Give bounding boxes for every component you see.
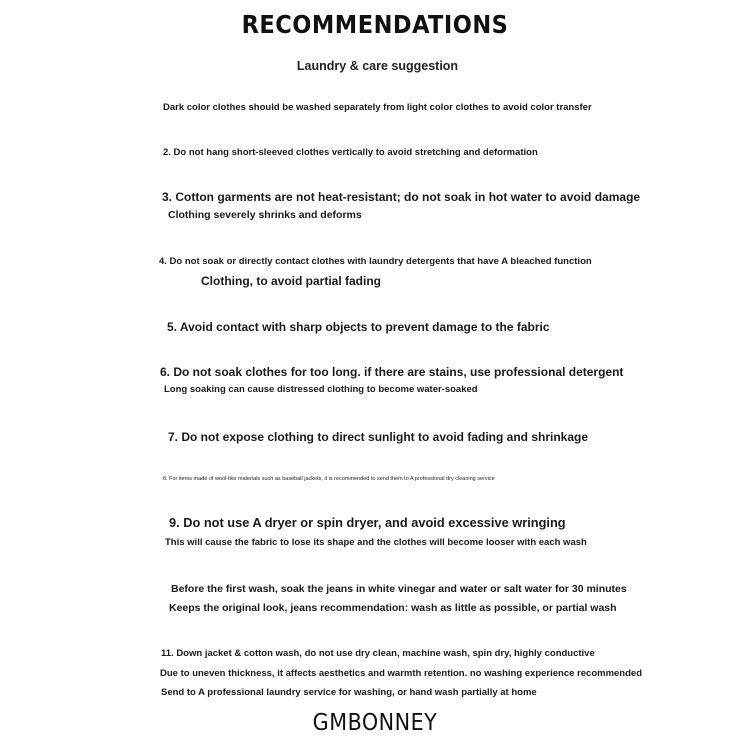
item-10-line-1: Before the first wash, soak the jeans in white vinegar and water or salt water for 30 minutes (171, 583, 627, 595)
item-8-line-1: 8. For items made of wool-like materials such as baseball jackets, it is recommended to send them to A professional dry cleaning service (163, 476, 495, 482)
page-title: RECOMMENDATIONS (241, 10, 509, 39)
item-3-line-1: 3. Cotton garments are not heat-resistant; do not soak in hot water to avoid damage (162, 190, 641, 204)
brand-logo-text: GMBONNEY (312, 710, 438, 736)
item-1-line-1: Dark color clothes should be washed separately from light color clothes to avoid color transfer (163, 102, 592, 113)
item-11-line-3: Send to A professional laundry service for washing, or hand wash partially at home (161, 687, 537, 698)
item-9-line-2: This will cause the fabric to lose its shape and the clothes will become looser with each wash (165, 537, 587, 548)
item-7-line-1: 7. Do not expose clothing to direct sunlight to avoid fading and shrinkage (168, 430, 589, 444)
item-11-line-1: 11. Down jacket & cotton wash, do not use dry clean, machine wash, spin dry, highly conductive (161, 648, 595, 659)
page-subtitle: Laundry & care suggestion (296, 59, 459, 73)
item-5-line-1: 5. Avoid contact with sharp objects to prevent damage to the fabric (167, 320, 550, 334)
item-6-line-2: Long soaking can cause distressed clothing to become water-soaked (164, 384, 478, 395)
item-4-line-1: 4. Do not soak or directly contact clothes with laundry detergents that have A bleached function (159, 256, 592, 267)
item-10-line-2: Keeps the original look, jeans recommendation: wash as little as possible, or partial wash (169, 602, 617, 614)
item-4-line-2: Clothing, to avoid partial fading (201, 274, 381, 288)
item-6-line-1: 6. Do not soak clothes for too long. if there are stains, use professional detergent (160, 365, 624, 379)
item-2-line-1: 2. Do not hang short-sleeved clothes vertically to avoid stretching and deformation (163, 147, 538, 158)
item-9-line-1: 9. Do not use A dryer or spin dryer, and avoid excessive wringing (169, 515, 566, 530)
item-3-line-2: Clothing severely shrinks and deforms (168, 209, 362, 221)
item-11-line-2: Due to uneven thickness, it affects aesthetics and warmth retention. no washing experience recommended (160, 668, 642, 679)
